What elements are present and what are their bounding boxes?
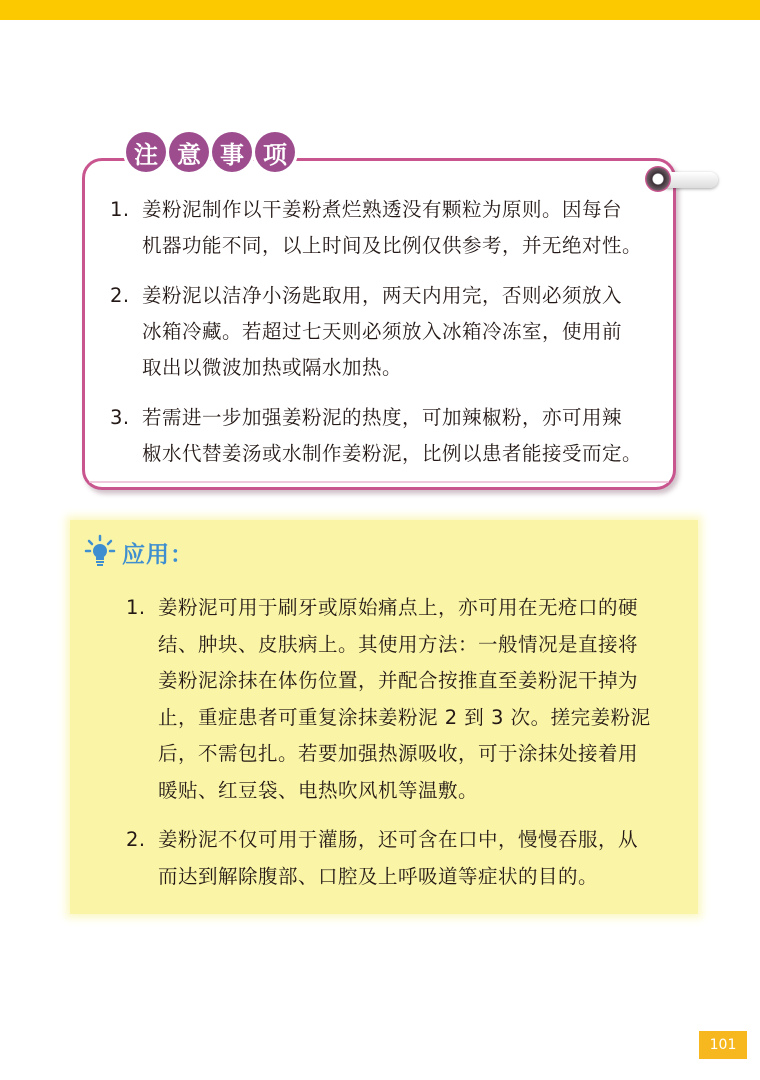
notes-title-char: 项: [255, 132, 295, 172]
lightbulb-icon: [84, 534, 116, 568]
note-line: 椒水代替姜汤或水制作姜粉泥，比例以患者能接受而定。: [142, 442, 643, 465]
note-text: [142, 192, 672, 264]
application-line: 后，不需包扎。若要加强热源吸收，可于涂抹处接着用: [158, 742, 639, 765]
top-color-bar: [0, 0, 760, 20]
application-line: 暖贴、红豆袋、电热吹风机等温敷。: [158, 778, 479, 802]
note-line: 姜粉泥制作以干姜粉煮烂熟透没有颗粒为原则。因每台: [142, 198, 623, 221]
application-line: 止，重症患者可重复涂抹姜粉泥 2 到 3 次。搓完姜粉泥: [158, 705, 651, 729]
application-line: 而达到解除腹部、口腔及上呼吸道等症状的目的。: [158, 864, 599, 888]
application-title: 应用：: [122, 542, 194, 568]
application-line: 姜粉泥可用于刷牙或原始痛点上，亦可用在无疮口的硬: [158, 596, 639, 619]
application-text: [158, 822, 678, 895]
note-number: 3.: [110, 406, 130, 429]
application-number: 1.: [126, 596, 146, 619]
note-text: [142, 278, 672, 386]
note-line: 取出以微波加热或隔水加热。: [142, 356, 403, 379]
notes-title-char: 事: [212, 132, 252, 172]
note-text: [142, 400, 672, 472]
notes-title-char: 意: [169, 132, 209, 172]
application-line: 姜粉泥涂抹在体伤位置，并配合按推直至姜粉泥干掉为: [158, 669, 639, 692]
notes-title-char: 注: [126, 132, 166, 172]
note-line: 冰箱冷藏。若超过七天则必须放入冰箱冷冻室，使用前: [142, 320, 623, 343]
ring-hole-icon: [645, 166, 671, 192]
application-line: 姜粉泥不仅可用于灌肠，还可含在口中，慢慢吞服，从: [158, 828, 639, 851]
notes-title: [126, 132, 298, 176]
application-line: 结、肿块、皮肤病上。其使用方法：一般情况是直接将: [158, 632, 639, 656]
application-number: 2.: [126, 828, 146, 851]
card-inner-line: [89, 481, 669, 483]
note-line: 机器功能不同，以上时间及比例仅供参考，并无绝对性。: [142, 234, 643, 257]
application-text: [158, 590, 678, 809]
note-number: 1.: [110, 198, 130, 221]
page-number: 101: [699, 1031, 747, 1059]
note-line: 姜粉泥以洁净小汤匙取用，两天内用完，否则必须放入: [142, 284, 623, 307]
note-line: 若需进一步加强姜粉泥的热度，可加辣椒粉，亦可用辣: [142, 406, 623, 429]
note-number: 2.: [110, 284, 130, 307]
